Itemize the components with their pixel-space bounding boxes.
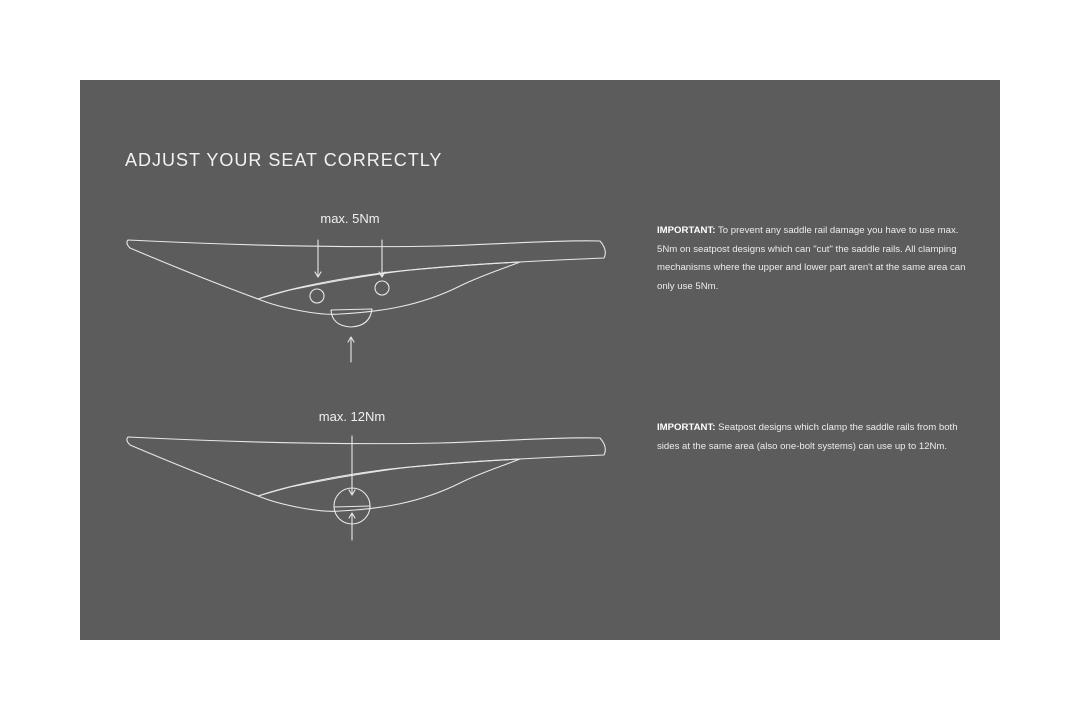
arrow-up-icon xyxy=(348,337,354,362)
clamp-split-line xyxy=(334,506,370,507)
saddle-shell xyxy=(127,437,605,496)
arrow-down-icon xyxy=(349,436,355,495)
arrow-down-icon xyxy=(379,240,385,277)
important-label: IMPORTANT: xyxy=(657,422,716,433)
torque-label-5nm: max. 5Nm xyxy=(320,211,380,226)
clamp-bolt-circle xyxy=(310,289,324,303)
saddle-diagrams xyxy=(80,80,1000,640)
important-note-12nm xyxy=(657,419,977,456)
arrow-down-icon xyxy=(315,240,321,277)
important-label: IMPORTANT: xyxy=(657,225,716,236)
saddle-shell xyxy=(127,240,605,299)
saddle-rail-upper xyxy=(258,459,520,496)
clamp-bolt-circle xyxy=(375,281,389,295)
saddle-diagram-5nm xyxy=(127,211,605,362)
important-note-5nm xyxy=(657,222,977,296)
page-title: ADJUST YOUR SEAT CORRECTLY xyxy=(125,150,443,170)
torque-label-12nm: max. 12Nm xyxy=(318,409,386,424)
important-note-text: Seatpost designs which clamp the saddle rails from both sides at the same area (also one-bolt systems) can use up to 12Nm. xyxy=(657,422,958,452)
saddle-diagram-12nm xyxy=(127,409,605,540)
arrow-up-icon xyxy=(349,513,355,540)
important-note-text: To prevent any saddle rail damage you have to use max. 5Nm on seatpost designs which can "cut" the saddle rails. All clamping mechanisms where the upper and lower part aren't at the same area can only use 5Nm. xyxy=(657,225,966,292)
saddle-rail-upper xyxy=(258,262,520,299)
info-panel xyxy=(80,80,1000,640)
